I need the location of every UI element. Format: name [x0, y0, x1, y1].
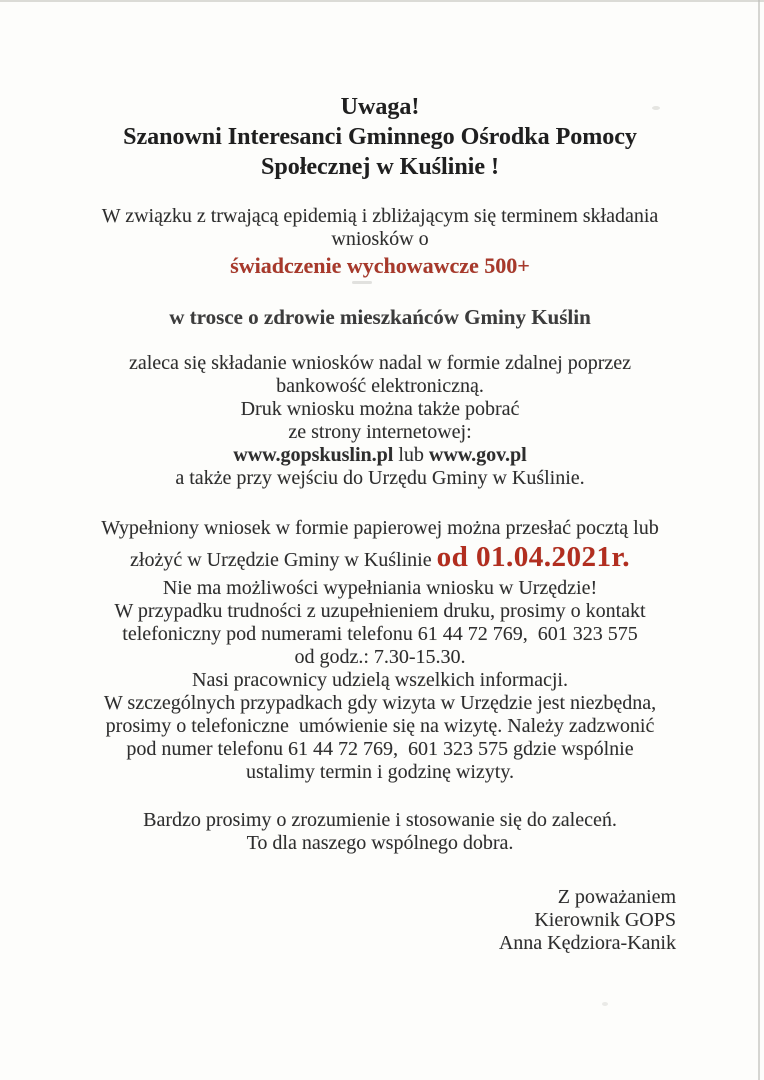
- url-separator: lub: [393, 444, 429, 466]
- office-hours-line: od godz.: 7.30-15.30.: [294, 646, 466, 668]
- paper-submission-paragraph: [84, 517, 676, 784]
- scan-right-edge-line: [758, 0, 760, 1080]
- phone-numbers-line-2: pod numer telefonu 61 44 72 769, 601 323 575 gdzie wspólnie: [126, 738, 634, 760]
- benefit-name-highlight: świadczenie wychowawcze 500+: [230, 253, 530, 278]
- gov-website-url: www.gov.pl: [428, 444, 527, 466]
- paper-line-4: W przypadku trudności z uzupełnieniem druku, prosimy o kontakt: [114, 600, 646, 622]
- paper-line-3: Nie ma możliwości wypełniania wniosku w Urzędzie!: [162, 577, 598, 599]
- date-line-prefix: złożyć w Urzędzie Gminy w Kuślinie: [130, 549, 437, 571]
- gops-website-url: www.gopskuslin.pl: [233, 444, 394, 466]
- remote-line-2: bankowość elektroniczną.: [276, 375, 484, 397]
- signature-title-line: Kierownik GOPS: [534, 909, 676, 931]
- remote-line-6: a także przy wejściu do Urzędu Gminy w Kuślinie.: [175, 467, 585, 489]
- notice-header: [84, 92, 676, 182]
- start-date-highlight: od 01.04.2021r.: [436, 541, 630, 573]
- remote-submission-paragraph: [84, 352, 676, 490]
- closing-paragraph: [84, 809, 676, 855]
- scan-top-edge-line: [0, 0, 764, 2]
- websites-line: [84, 444, 676, 467]
- paper-line-8: W szczególnych przypadkach gdy wizyta w Urzędzie jest niezbędna,: [103, 692, 657, 714]
- signature-regards-line: Z poważaniem: [557, 886, 676, 908]
- header-salutation-line-2: Społecznej w Kuślinie !: [261, 154, 499, 180]
- scan-smudge-dot: [602, 1002, 608, 1006]
- closing-line-2: To dla naszego wspólnego dobra.: [246, 832, 514, 854]
- health-care-line: w trosce o zdrowie mieszkańców Gminy Kuślin: [169, 305, 591, 329]
- paper-line-11: ustalimy termin i godzinę wizyty.: [245, 761, 515, 783]
- header-salutation-line-1: Szanowni Interesanci Gminnego Ośrodka Pomocy: [123, 124, 637, 150]
- signature-name-line: Anna Kędziora-Kanik: [498, 932, 676, 954]
- paper-line-7: Nasi pracownicy udzielą wszelkich informacji.: [192, 669, 568, 691]
- intro-line-2: wniosków o: [331, 228, 429, 250]
- phone-numbers-line-1: telefoniczny pod numerami telefonu 61 44 72 769, 601 323 575: [122, 623, 638, 645]
- header-attention-line: Uwaga!: [340, 94, 420, 120]
- remote-line-3: Druk wniosku można także pobrać: [240, 398, 520, 420]
- signature-block: [84, 886, 676, 955]
- intro-paragraph: [84, 205, 676, 280]
- paper-line-9: prosimy o telefoniczne umówienie się na wizytę. Należy zadzwonić: [105, 715, 655, 737]
- closing-line-1: Bardzo prosimy o zrozumienie i stosowanie się do zaleceń.: [143, 809, 617, 831]
- paper-line-1: Wypełniony wniosek w formie papierowej można przesłać pocztą lub: [101, 517, 659, 539]
- submission-date-line: [84, 540, 676, 577]
- notice-content: [84, 92, 676, 955]
- remote-line-4: ze strony internetowej:: [288, 421, 472, 443]
- intro-line-1: W związku z trwającą epidemią i zbliżającym się terminem składania: [101, 205, 659, 227]
- remote-line-1: zaleca się składanie wniosków nadal w formie zdalnej poprzez: [128, 352, 631, 374]
